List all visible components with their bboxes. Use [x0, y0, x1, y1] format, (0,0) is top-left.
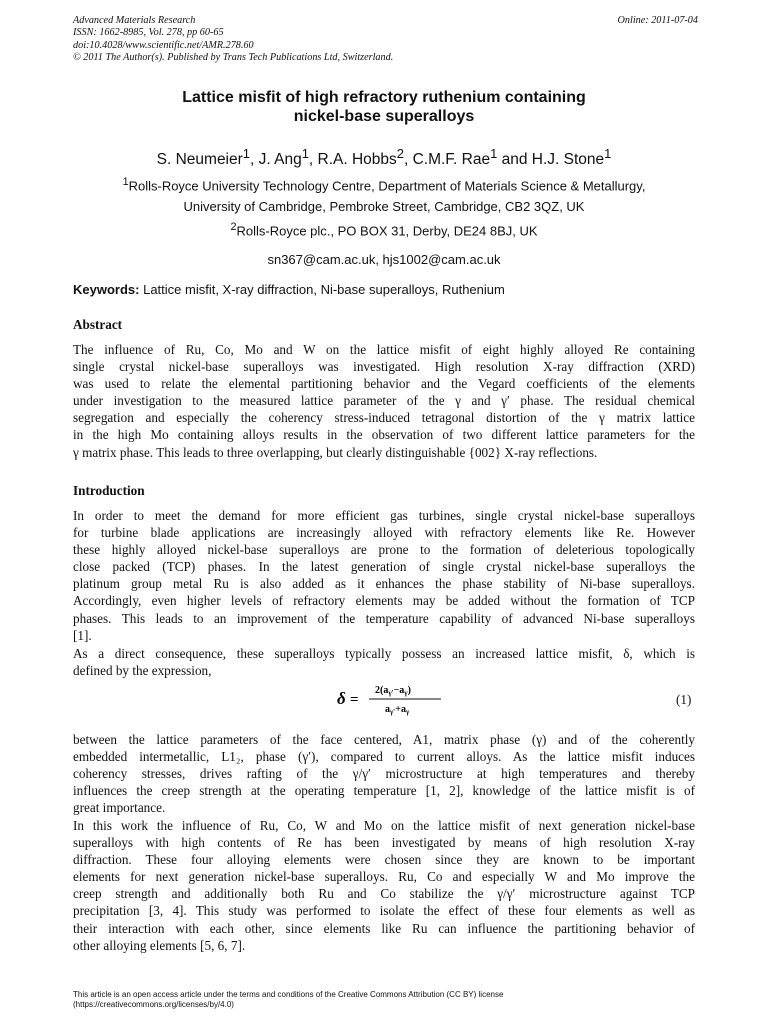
text-line: diffraction. These four alloying elements were chosen since they are known to be important [73, 852, 695, 868]
den-part: +a [395, 704, 406, 715]
num-part: ) [407, 685, 411, 696]
abstract-paragraph [73, 341, 695, 461]
intro-paragraph-3 [73, 731, 695, 816]
text-line: platinum group metal Ru is also added as it enhances the phase stability of Ni-base superalloys. [73, 576, 695, 592]
text-line: In order to meet the demand for more efficient gas turbines, single crystal nickel-base superalloys [73, 508, 695, 523]
text-line: precipitation [3, 4]. This study was performed to isolate the effect of these four elements as well as [73, 903, 695, 919]
author-separator: , [249, 151, 259, 169]
keywords-label: Keywords: [73, 282, 140, 297]
num-sub: γ [404, 689, 408, 697]
equation-numerator [375, 685, 411, 697]
intro-paragraph-1 [73, 507, 695, 644]
num-sub: γ′ [388, 689, 394, 697]
keywords-text: Lattice misfit, X-ray diffraction, Ni-base superalloys, Ruthenium [143, 282, 505, 297]
author-name: H.J. Stone [531, 151, 605, 169]
text-line: phases. This leads to an improvement of the temperature capability of advanced Ni-base superalloys [73, 610, 695, 626]
text-line: elements for next generation nickel-base superalloys. Ru, Co and especially W and Mo improve the [73, 869, 695, 885]
text-line: superalloys with high contents of Re has been investigated by means of high resolution X-ray [73, 835, 695, 851]
text-line: between the lattice parameters of the face centered, A1, matrix phase (γ) and of the coherently [73, 732, 695, 747]
text-line: As a direct consequence, these superalloys typically possess an increased lattice misfit, δ, which is [73, 646, 695, 661]
misfit-equation [337, 680, 447, 718]
author-list [0, 146, 768, 169]
text-line: single crystal nickel-base superalloys was investigated. High resolution X-ray diffraction (XRD) [73, 359, 695, 375]
author-emails: sn367@cam.ac.uk, hjs1002@cam.ac.uk [267, 252, 501, 267]
title-line-1: Lattice misfit of high refractory ruthenium containing [182, 89, 586, 106]
text-line: coherency stresses, drives rafting of the γ/γ′ microstructure at high temperatures and thereby [73, 766, 695, 782]
text-line: creep strength and additionally both Ru and Co stabilize the γ/γ′ microstructure against TCP [73, 886, 695, 902]
text-line: their interaction with each other, since elements like Ru can influence the partitioning behavior of [73, 920, 695, 936]
text-line: under investigation to the measured lattice parameter of the γ and γ′ phase. The residual chemical [73, 393, 695, 409]
author-name: C.M.F. Rae [412, 151, 491, 169]
text-line: segregation and especially the coherency stress-induced tetragonal distortion of the γ matrix lattice [73, 410, 695, 426]
issn-line: ISSN: 1662-8985, Vol. 278, pp 60-65 [73, 27, 224, 39]
den-part: a [385, 704, 390, 715]
text-line: In this work the influence of Ru, Co, W and Mo on the lattice misfit of next generation nickel-base [73, 818, 695, 833]
text-line: was used to relate the elemental partitioning behavior and the Vegard coefficients of the elements [73, 376, 695, 392]
author-conjunction: and [497, 151, 532, 169]
equation-lhs: δ [337, 689, 346, 708]
paper-title [0, 89, 768, 126]
text-line: The influence of Ru, Co, Mo and W on the lattice misfit of eight highly alloyed Re containing [73, 342, 695, 357]
num-part: −a [393, 685, 405, 696]
journal-name: Advanced Materials Research [73, 15, 196, 26]
license-link[interactable]: (https://creativecommons.org/licenses/by/4.0) [73, 999, 234, 1009]
introduction-heading: Introduction [73, 483, 145, 498]
text-line: Accordingly, even higher levels of refractory elements may be added without the formation of TCP [73, 593, 695, 609]
doi-line: doi:10.4028/www.scientific.net/AMR.278.60 [73, 39, 254, 51]
text-line: γ matrix phase. This leads to three overlapping, but clearly distinguishable {002} X-ray reflections. [73, 444, 598, 460]
affil-sup: 1 [122, 176, 129, 188]
text-line: defined by the expression, [73, 663, 212, 679]
author-name: R.A. Hobbs [317, 151, 397, 169]
equation-number: (1) [676, 692, 692, 707]
text-line: for turbine blade applications are increasingly alloyed with refractory elements like Re. However [73, 525, 695, 541]
text-line: close packed (TCP) phases. In the latest generation of single crystal nickel-base superalloys the [73, 559, 695, 575]
text-line: embedded intermetallic, L1₂, phase (γ′), compared to current alloys. As the lattice misfit induces [73, 749, 695, 765]
online-date: Online: 2011-07-04 [617, 15, 698, 26]
text-line: other alloying elements [5, 6, 7]. [73, 937, 246, 953]
author-separator: , [308, 151, 318, 169]
author-affil-sup: 1 [242, 146, 250, 161]
author-separator: , [403, 151, 413, 169]
license-text: This article is an open access article under the terms and conditions of the Creative Commons Attribution (CC BY) license [73, 990, 504, 999]
author-affil-sup: 1 [604, 146, 612, 161]
abstract-heading: Abstract [73, 317, 123, 332]
author-affil-sup: 1 [490, 146, 498, 161]
equation-equals: = [350, 692, 359, 708]
affiliation-line [0, 221, 768, 238]
journal-header [73, 15, 698, 65]
affiliation-line: University of Cambridge, Pembroke Street, Cambridge, CB2 3QZ, UK [183, 199, 585, 214]
title-line-2: nickel-base superalloys [293, 107, 475, 125]
keywords [73, 282, 505, 297]
author-affil-sup: 2 [396, 146, 404, 161]
author-name: S. Neumeier [156, 151, 243, 169]
text-line: great importance. [73, 800, 166, 816]
author-affil-sup: 1 [301, 146, 309, 161]
author-name: J. Ang [258, 151, 302, 169]
copyright-line: © 2011 The Author(s). Published by Trans Tech Publications Ltd, Switzerland. [73, 52, 394, 64]
text-line: [1]. [73, 627, 92, 643]
affil-sup: 2 [230, 221, 237, 233]
equation-denominator [385, 704, 410, 716]
intro-paragraph-4 [73, 817, 695, 954]
intro-paragraph-2 [73, 645, 695, 679]
text-line: influences the creep strength at the operating temperature [1, 2], knowledge of the lattice misfit is of [73, 783, 695, 799]
text-line: in the high Mo containing alloys results in the observation of two different lattice parameters for the [73, 427, 695, 443]
affil-text: Rolls-Royce University Technology Centre, Department of Materials Science & Metallurgy, [128, 178, 646, 194]
den-sub: γ [405, 708, 410, 716]
num-part: 2(a [375, 685, 389, 696]
text-line: these highly alloyed nickel-base superalloys are prone to the formation of deleterious topologically [73, 542, 695, 558]
affiliation-line [0, 176, 768, 193]
license-footer [73, 990, 503, 1009]
affil-text: Rolls-Royce plc., PO BOX 31, Derby, DE24 8BJ, UK [236, 223, 538, 239]
den-sub: γ′ [390, 708, 396, 716]
